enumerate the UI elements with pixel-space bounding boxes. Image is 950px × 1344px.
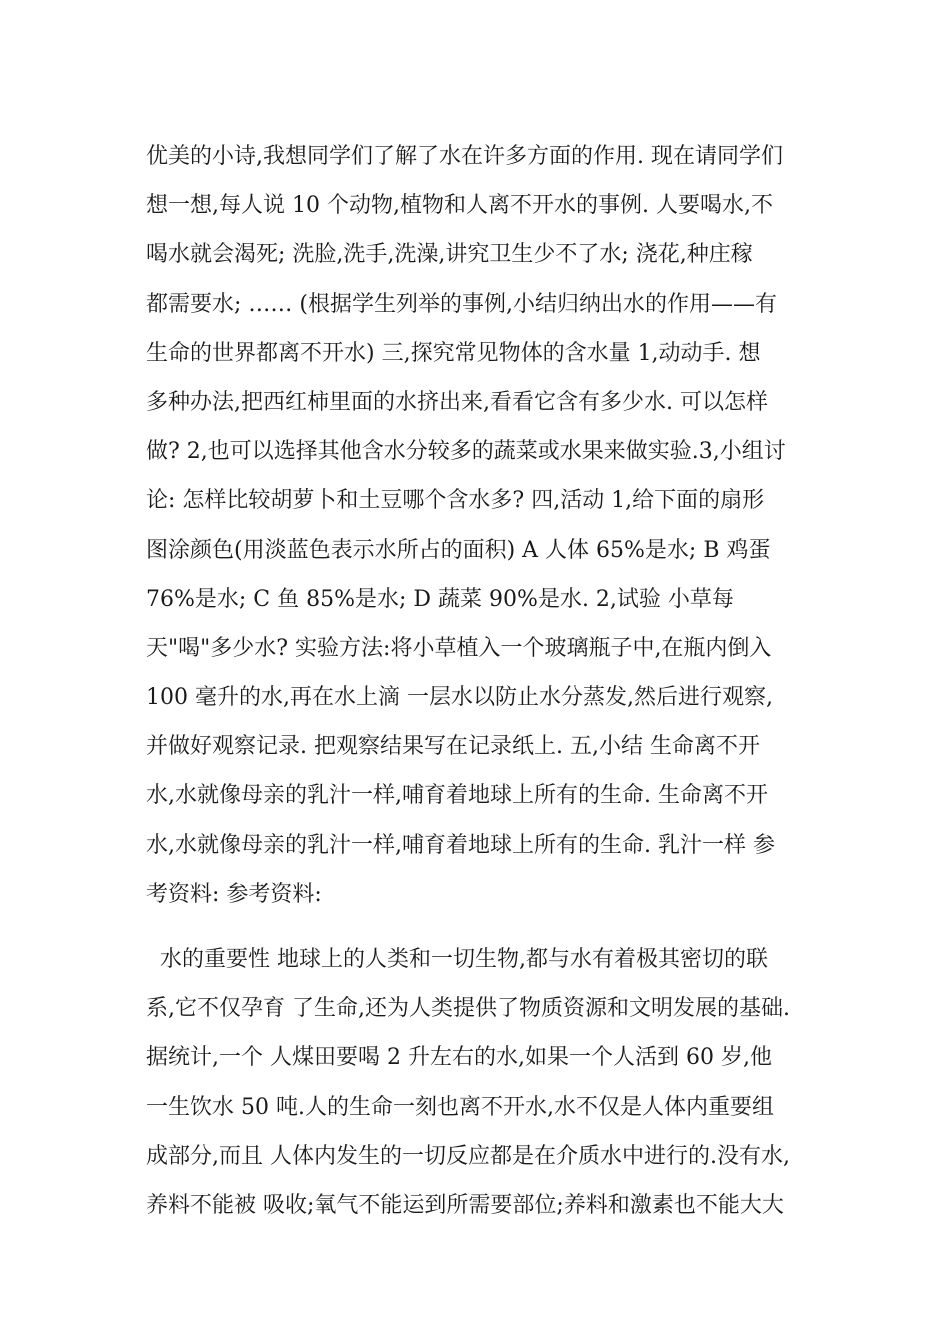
text-line: 据统计,一个 人煤田要喝 2 升左右的水,如果一个人活到 60 岁,他: [146, 1045, 772, 1071]
text-line: 并做好观察记录. 把观察结果写在记录纸上. 五,小结 生命离不开: [146, 734, 760, 760]
text-line: 考资料: 参考资料:: [146, 881, 322, 907]
text-line: 100 毫升的水,再在水上滴 一层水以防止水分蒸发,然后进行观察,: [146, 685, 773, 711]
text-line: 天"喝"多少水? 实验方法:将小草植入一个玻璃瓶子中,在瓶内倒入: [146, 635, 772, 661]
text-line: 都需要水; …… (根据学生列举的事例,小结归纳出水的作用——有: [146, 291, 777, 317]
text-line: 做? 2,也可以选择其他含水分较多的蔬菜或水果来做实验.3,小组讨: [146, 439, 786, 465]
text-line: 想一想,每人说 10 个动物,植物和人离不开水的事例. 人要喝水,不: [146, 193, 773, 219]
text-line: 成部分,而且 人体内发生的一切反应都是在介质水中进行的.没有水,: [146, 1143, 790, 1169]
document-body: [146, 132, 826, 1230]
text-line: 优美的小诗,我想同学们了解了水在许多方面的作用. 现在请同学们: [146, 144, 783, 169]
text-line: 养料不能被 吸收;氧气不能运到所需要部位;养料和激素也不能大大: [146, 1192, 784, 1218]
text-line: 水的重要性 地球上的人类和一切生物,都与水有着极其密切的联: [146, 947, 768, 972]
text-line: 76%是水; C 鱼 85%是水; D 蔬菜 90%是水. 2,试验 小草每: [146, 586, 734, 612]
paragraph-2: [146, 935, 826, 1230]
text-line: 水,水就像母亲的乳汁一样,哺育着地球上所有的生命. 生命离不开: [146, 783, 768, 809]
text-line: 系,它不仅孕育 了生命,还为人类提供了物质资源和文明发展的基础.: [146, 996, 790, 1022]
text-line: 论: 怎样比较胡萝卜和土豆哪个含水多? 四,活动 1,给下面的扇形: [146, 488, 765, 514]
text-line: 喝水就会渴死; 洗脸,洗手,洗澡,讲究卫生少不了水; 浇花,种庄稼: [146, 242, 753, 268]
paragraph-1: [146, 132, 826, 919]
text-line: 水,水就像母亲的乳汁一样,哺育着地球上所有的生命. 乳汁一样 参: [146, 832, 775, 858]
text-line: 一生饮水 50 吨.人的生命一刻也离不开水,水不仅是人体内重要组: [146, 1094, 774, 1120]
paragraph-gap: [146, 919, 826, 935]
text-line: 图涂颜色(用淡蓝色表示水所占的面积) A 人体 65%是水; B 鸡蛋: [146, 537, 771, 563]
text-line: 多种办法,把西红柿里面的水挤出来,看看它含有多少水. 可以怎样: [146, 389, 768, 415]
text-line: 生命的世界都离不开水) 三,探究常见物体的含水量 1,动动手. 想: [146, 340, 761, 366]
